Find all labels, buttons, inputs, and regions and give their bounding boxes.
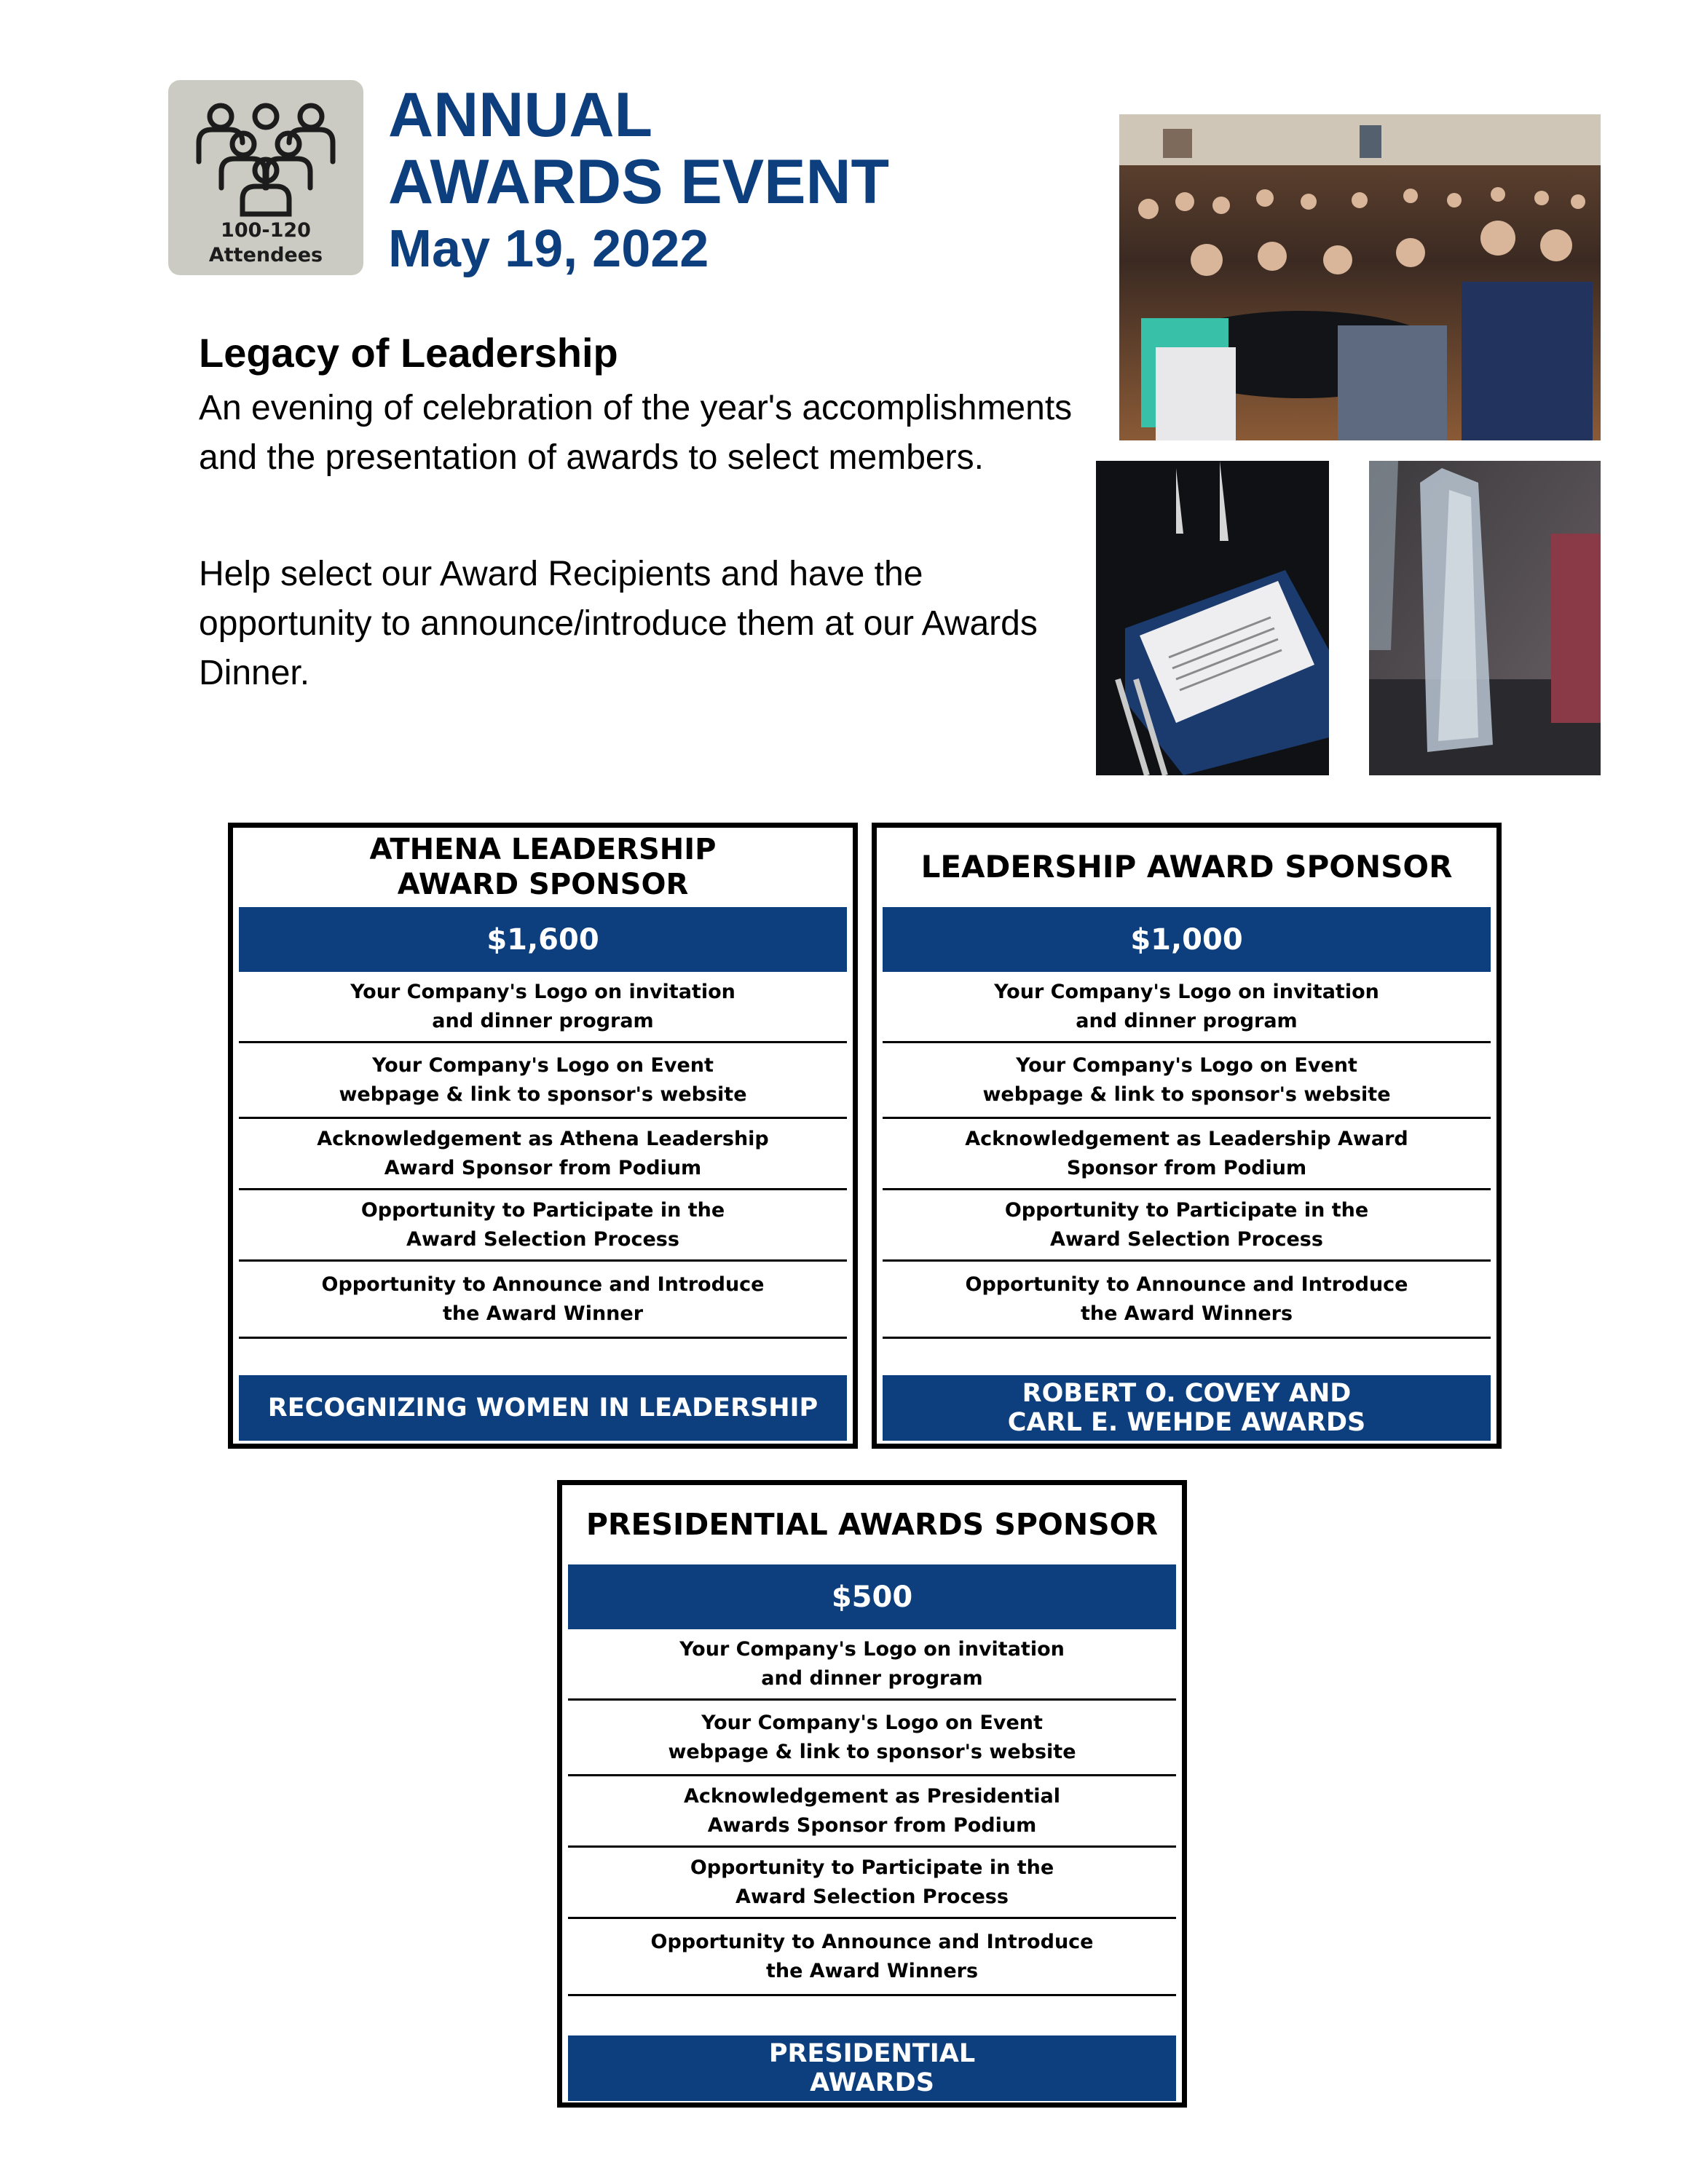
benefit-text: Opportunity to Announce and Introduce the Award Winners bbox=[965, 1273, 1408, 1325]
attendee-count-label: 100-120 Attendees bbox=[208, 219, 323, 266]
benefit-text: Opportunity to Announce and Introduce the Award Winners bbox=[650, 1930, 1094, 1982]
benefit-item bbox=[239, 1190, 847, 1262]
event-date: May 19, 2022 bbox=[388, 220, 709, 278]
card-footer-banner: PRESIDENTIAL AWARDS bbox=[568, 2035, 1176, 2101]
benefit-item bbox=[883, 1262, 1491, 1339]
benefit-text: Your Company's Logo on invitation and dinner program bbox=[994, 980, 1379, 1032]
intro-heading: Legacy of Leadership bbox=[199, 330, 618, 376]
leadership-sponsor-card bbox=[872, 823, 1502, 1449]
benefit-text: Opportunity to Participate in the Award Selection Process bbox=[360, 1198, 725, 1251]
banquet-hall-photo bbox=[1119, 114, 1601, 440]
benefit-item bbox=[883, 972, 1491, 1043]
crystal-award-photo bbox=[1369, 461, 1601, 775]
card-price: $500 bbox=[568, 1564, 1176, 1629]
benefit-item bbox=[883, 1043, 1491, 1119]
card-price: $1,000 bbox=[883, 907, 1491, 972]
athena-sponsor-card bbox=[228, 823, 858, 1449]
benefit-item bbox=[568, 1848, 1176, 1919]
benefit-text: Opportunity to Participate in the Award Selection Process bbox=[690, 1856, 1054, 1908]
benefit-item bbox=[883, 1119, 1491, 1190]
benefit-text: Your Company's Logo on invitation and dinner program bbox=[350, 980, 735, 1032]
benefit-text: Your Company's Logo on Event webpage & link to sponsor's website bbox=[982, 1053, 1391, 1106]
benefit-item bbox=[239, 1043, 847, 1119]
table-setting-photo bbox=[1096, 461, 1329, 775]
benefit-item bbox=[239, 1262, 847, 1339]
benefit-text: Acknowledgement as Leadership Award Sponsor from Podium bbox=[965, 1127, 1408, 1179]
benefit-text: Your Company's Logo on Event webpage & link to sponsor's website bbox=[668, 1711, 1076, 1763]
title-line-2: AWARDS EVENT bbox=[388, 147, 890, 217]
benefit-text: Your Company's Logo on invitation and dinner program bbox=[679, 1637, 1065, 1690]
benefit-text: Opportunity to Participate in the Award Selection Process bbox=[1004, 1198, 1369, 1251]
benefit-item bbox=[568, 1919, 1176, 1996]
people-group-icon bbox=[189, 95, 343, 218]
benefit-item bbox=[239, 972, 847, 1043]
attendees-badge bbox=[168, 80, 363, 275]
event-title bbox=[388, 82, 971, 215]
title-line-1: ANNUAL bbox=[388, 80, 653, 150]
benefit-item bbox=[568, 1629, 1176, 1701]
benefit-item bbox=[568, 1701, 1176, 1776]
intro-paragraph-2: Help select our Award Recipients and have the opportunity to announce/introduce them at our Awards Dinner. bbox=[199, 555, 1038, 692]
benefit-text: Opportunity to Announce and Introduce the Award Winner bbox=[321, 1273, 765, 1325]
benefit-item bbox=[568, 1776, 1176, 1848]
benefit-text: Your Company's Logo on Event webpage & link to sponsor's website bbox=[339, 1053, 747, 1106]
presidential-sponsor-card bbox=[557, 1480, 1187, 2108]
card-footer-banner: RECOGNIZING WOMEN IN LEADERSHIP bbox=[239, 1375, 847, 1441]
benefit-item bbox=[239, 1119, 847, 1190]
benefit-item bbox=[883, 1190, 1491, 1262]
card-price: $1,600 bbox=[239, 907, 847, 972]
card-title: ATHENA LEADERSHIP AWARD SPONSOR bbox=[369, 833, 717, 901]
intro-paragraph-1: An evening of celebration of the year's accomplishments and the presentation of awards to select members. bbox=[199, 389, 1073, 477]
benefit-text: Acknowledgement as Presidential Awards Sponsor from Podium bbox=[683, 1784, 1060, 1837]
card-title: PRESIDENTIAL AWARDS SPONSOR bbox=[585, 1507, 1159, 1542]
card-title: LEADERSHIP AWARD SPONSOR bbox=[920, 849, 1453, 885]
benefit-text: Acknowledgement as Athena Leadership Award Sponsor from Podium bbox=[317, 1127, 769, 1179]
card-footer-banner: ROBERT O. COVEY AND CARL E. WEHDE AWARDS bbox=[883, 1375, 1491, 1441]
